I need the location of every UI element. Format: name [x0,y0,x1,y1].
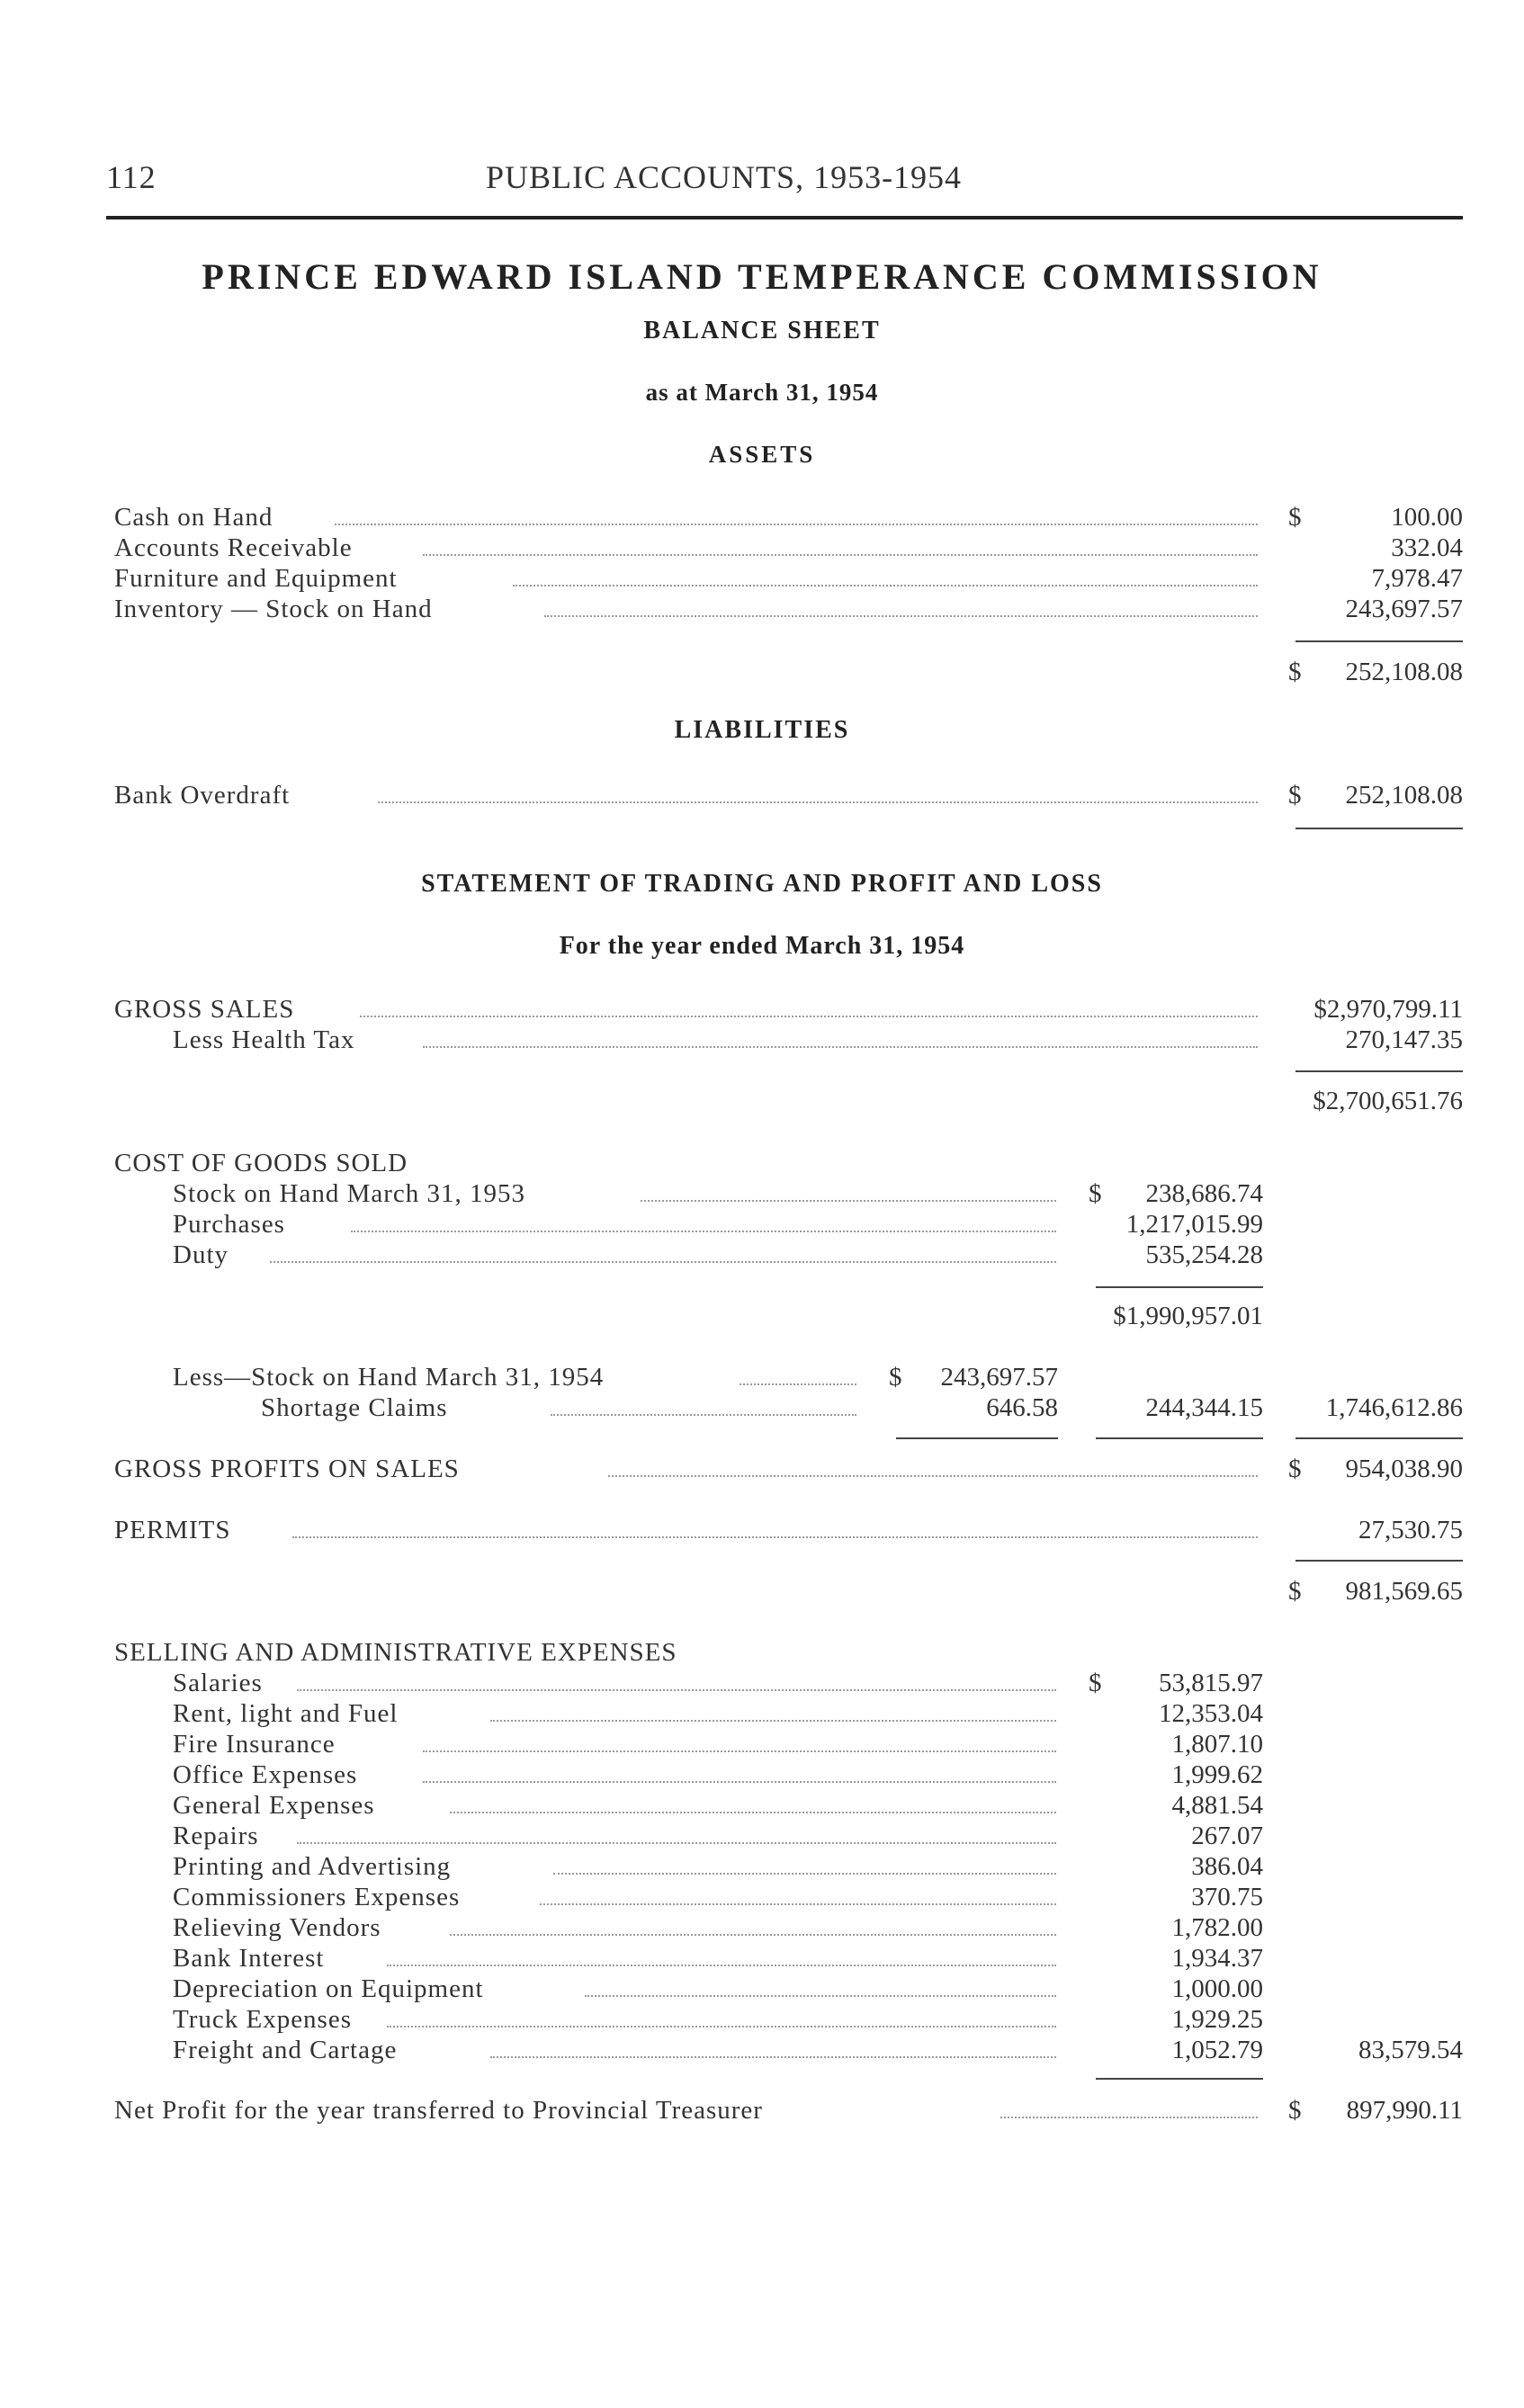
expense-amount: 1,000.00 [1171,1974,1263,2003]
less-stock-row [0,1362,1524,1392]
expense-amount: 4,881.54 [1171,1791,1263,1820]
net-profit-label: Net Profit for the year transferred to Provincial Treasurer [114,2096,763,2125]
currency-symbol: $ [1288,1455,1302,1483]
subtotal-rule [1096,1286,1263,1288]
permits-label: PERMITS [114,1516,231,1544]
liability-amount: 252,108.08 [1345,781,1463,810]
cogs-subtotal-row [0,1301,1524,1331]
total-income-amount: 981,569.65 [1345,1577,1463,1606]
leader-dots [740,1383,856,1385]
expense-row [0,1821,1524,1851]
permits-row [0,1515,1524,1545]
leader-dots [335,524,1258,525]
expenses-heading-row [0,1637,1524,1668]
gross-sales-amount: $2,970,799.11 [1313,995,1463,1024]
less-stock-label: Less—Stock on Hand March 31, 1954 [173,1363,605,1392]
expense-row [0,1790,1524,1821]
asset-amount: 332.04 [1391,533,1463,562]
currency-symbol: $ [1089,1669,1102,1697]
leader-dots [1000,2117,1258,2118]
leader-dots [551,1414,856,1416]
leader-dots [423,1750,1056,1752]
cogs-row [0,1178,1524,1209]
leader-dots [450,1934,1056,1936]
gross-profits-row [0,1454,1524,1484]
expense-label: Freight and Cartage [173,2036,398,2064]
expense-label: Bank Interest [173,1944,325,1973]
cogs-label: Purchases [173,1210,285,1239]
cogs-label: Duty [173,1240,229,1269]
expense-label: Printing and Advertising [173,1852,452,1881]
running-title: PUBLIC ACCOUNTS, 1953-1954 [486,159,963,195]
asset-label: Cash on Hand [114,503,273,532]
deduction-subtotal: 244,344.15 [1145,1393,1263,1422]
shortage-row [0,1392,1524,1423]
expense-label: Fire Insurance [173,1730,336,1759]
health-tax-label: Less Health Tax [173,1025,355,1054]
asset-amount: 100.00 [1391,503,1463,532]
expense-amount: 1,782.00 [1171,1913,1263,1942]
net-profit-row [0,2095,1524,2126]
expense-amount: 370.75 [1191,1883,1263,1911]
expense-label: Office Expenses [173,1760,358,1789]
assets-total: 252,108.08 [1345,658,1463,686]
trading-statement-title: STATEMENT OF TRADING AND PROFIT AND LOSS [421,870,1103,898]
expense-amount: 1,929.25 [1171,2005,1263,2034]
expenses-total: 83,579.54 [1358,2036,1463,2064]
expense-row [0,1851,1524,1882]
health-tax-row [0,1025,1524,1055]
expense-row [0,1912,1524,1943]
net-sales-row [0,1086,1524,1116]
cogs-heading: COST OF GOODS SOLD [114,1149,408,1177]
asset-row [0,533,1524,563]
currency-symbol: $ [1288,503,1302,532]
currency-symbol: $ [1288,658,1302,686]
expense-row [0,1974,1524,2004]
leader-dots [423,1781,1056,1783]
subtotal-rule [1096,2078,1263,2080]
leader-dots [297,1842,1056,1844]
total-rule [1295,1070,1463,1072]
cogs-amount: 238,686.74 [1145,1179,1263,1208]
cogs-total: 1,746,612.86 [1325,1393,1463,1422]
expense-label: General Expenses [173,1791,375,1820]
net-profit-amount: 897,990.11 [1346,2096,1463,2125]
expense-label: Salaries [173,1669,263,1697]
expense-amount: 267.07 [1191,1822,1263,1850]
leader-dots [292,1536,1258,1538]
leader-dots [351,1231,1056,1232]
asset-amount: 243,697.57 [1345,595,1463,623]
leader-dots [490,1720,1056,1722]
cogs-heading-row [0,1148,1524,1178]
expense-row [0,1943,1524,1974]
leader-dots [423,1046,1258,1048]
leader-dots [544,615,1258,617]
liabilities-heading: LIABILITIES [674,716,850,744]
assets-total-row [0,657,1524,687]
commission-title: PRINCE EDWARD ISLAND TEMPERANCE COMMISSION [202,256,1322,297]
net-sales-amount: $2,700,651.76 [1313,1087,1463,1115]
total-rule [1295,640,1463,642]
leader-dots [297,1689,1056,1691]
asset-amount: 7,978.47 [1371,564,1463,593]
asset-row [0,563,1524,594]
asset-row [0,594,1524,624]
gross-profits-label: GROSS PROFITS ON SALES [114,1455,460,1483]
expense-row [0,1668,1524,1698]
header-rule [106,216,1463,219]
expense-row [0,1698,1524,1729]
liability-label: Bank Overdraft [114,781,291,810]
expenses-heading: SELLING AND ADMINISTRATIVE EXPENSES [114,1638,677,1667]
leader-dots [387,2026,1056,2028]
leader-dots [423,554,1258,556]
expense-row [0,1729,1524,1759]
assets-heading: ASSETS [708,441,816,468]
expense-label: Depreciation on Equipment [173,1974,484,2003]
page-number: 112 [106,159,157,195]
leader-dots [450,1812,1056,1813]
expense-label: Commissioners Expenses [173,1883,461,1911]
currency-symbol: $ [889,1363,902,1392]
total-rule [1295,828,1463,829]
health-tax-amount: 270,147.35 [1345,1025,1463,1054]
leader-dots [360,1016,1258,1017]
expense-row [0,1882,1524,1912]
permits-amount: 27,530.75 [1358,1516,1463,1544]
asset-label: Accounts Receivable [114,533,353,562]
leader-dots [387,1965,1056,1966]
asset-label: Furniture and Equipment [114,564,398,593]
cogs-row [0,1209,1524,1240]
expense-row [0,1759,1524,1790]
leader-dots [490,2056,1056,2058]
expense-amount: 386.04 [1191,1852,1263,1881]
leader-dots [378,801,1258,803]
expense-amount: 1,934.37 [1171,1944,1263,1973]
expense-amount: 12,353.04 [1159,1699,1263,1728]
leader-dots [540,1903,1056,1905]
asset-label: Inventory — Stock on Hand [114,595,433,623]
leader-dots [585,1995,1056,1997]
total-rule [1295,1437,1463,1439]
cogs-amount: 535,254.28 [1145,1240,1263,1269]
trading-statement-period: For the year ended March 31, 1954 [559,932,965,960]
expense-amount: 1,999.62 [1171,1760,1263,1789]
shortage-amount: 646.58 [986,1393,1058,1422]
less-stock-amount: 243,697.57 [940,1363,1058,1392]
currency-symbol: $ [1288,1577,1302,1606]
expense-row [0,2004,1524,2035]
leader-dots [270,1261,1056,1263]
expense-row [0,2035,1524,2065]
expense-label: Rent, light and Fuel [173,1699,399,1728]
gross-sales-row [0,994,1524,1025]
expense-label: Truck Expenses [173,2005,353,2034]
cogs-subtotal: $1,990,957.01 [1113,1302,1263,1330]
asset-row [0,502,1524,533]
leader-dots [513,585,1258,586]
currency-symbol: $ [1288,2096,1302,2125]
leader-dots [608,1475,1258,1477]
expense-amount: 1,807.10 [1171,1730,1263,1759]
expense-amount: 53,815.97 [1159,1669,1263,1697]
leader-dots [553,1873,1056,1875]
expense-label: Repairs [173,1822,259,1850]
expense-label: Relieving Vendors [173,1913,381,1942]
cogs-row [0,1240,1524,1270]
subtotal-rule [896,1437,1058,1439]
shortage-label: Shortage Claims [261,1393,448,1422]
cogs-amount: 1,217,015.99 [1125,1210,1263,1239]
cogs-label: Stock on Hand March 31, 1953 [173,1179,526,1208]
gross-profits-amount: 954,038.90 [1345,1455,1463,1483]
total-rule [1295,1560,1463,1562]
gross-sales-label: GROSS SALES [114,995,295,1024]
balance-sheet-title: BALANCE SHEET [643,317,881,345]
leader-dots [641,1200,1056,1202]
liability-row [0,780,1524,810]
expense-amount: 1,052.79 [1171,2036,1263,2064]
currency-symbol: $ [1089,1179,1102,1208]
total-income-row [0,1576,1524,1607]
balance-sheet-date: as at March 31, 1954 [645,379,879,406]
currency-symbol: $ [1288,781,1302,810]
subtotal-rule [1096,1437,1263,1439]
